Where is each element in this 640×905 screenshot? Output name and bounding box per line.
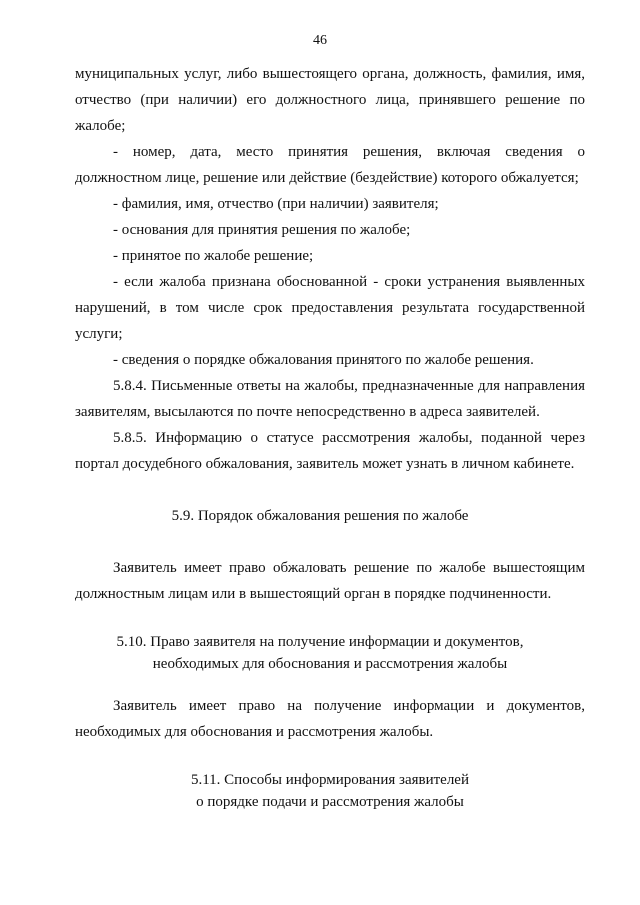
text-line-l7: - основания для принятия решения по жалобе; (113, 222, 411, 238)
text-line-l9: - если жалоба признана обоснованной - сроки устранения выявленных (113, 274, 585, 290)
text-line-l17: Заявитель имеет право обжаловать решение по жалобе вышестоящим (113, 560, 585, 576)
text-line-l15: 5.8.5. Информацию о статусе рассмотрения жалобы, поданной через (113, 430, 585, 446)
section-heading-h2a: 5.10. Право заявителя на получение информации и документов, (116, 634, 524, 650)
text-line-l18: должностным лицам или в вышестоящий орган в порядке подчиненности. (75, 586, 552, 602)
text-line-l19: Заявитель имеет право на получение информации и документов, (113, 698, 585, 714)
text-line-l1: муниципальных услуг, либо вышестоящего органа, должность, фамилия, имя, (75, 66, 585, 82)
text-line-l4: - номер, дата, место принятия решения, включая сведения о (113, 144, 585, 160)
section-heading-h3b: о порядке подачи и рассмотрения жалобы (196, 794, 464, 810)
text-line-l13: 5.8.4. Письменные ответы на жалобы, предназначенные для направления (113, 378, 585, 394)
section-heading-h3a: 5.11. Способы информирования заявителей (190, 772, 469, 788)
text-line-l16: портал досудебного обжалования, заявитель может узнать в личном кабинете. (75, 456, 575, 472)
text-line-l3: жалобе; (75, 118, 126, 134)
page-number: 46 (313, 33, 327, 48)
text-line-l14: заявителям, высылаются по почте непосредственно в адреса заявителей. (75, 404, 540, 420)
section-heading-h2b: необходимых для обоснования и рассмотрения жалобы (152, 656, 508, 672)
text-line-l10: нарушений, в том числе срок предоставления результата государственной (75, 300, 585, 316)
text-line-l2: отчество (при наличии) его должностного лица, принявшего решение по (75, 92, 585, 108)
text-line-l5: должностном лице, решение или действие (бездействие) которого обжалуется; (75, 170, 579, 186)
text-line-l12: - сведения о порядке обжалования принятого по жалобе решения. (113, 352, 534, 368)
text-line-l8: - принятое по жалобе решение; (113, 248, 314, 264)
text-line-l11: услуги; (75, 326, 123, 342)
section-heading-h1: 5.9. Порядок обжалования решения по жалобе (171, 508, 469, 524)
text-line-l6: - фамилия, имя, отчество (при наличии) заявителя; (113, 196, 439, 212)
text-line-l20: необходимых для обоснования и рассмотрения жалобы. (75, 724, 434, 740)
